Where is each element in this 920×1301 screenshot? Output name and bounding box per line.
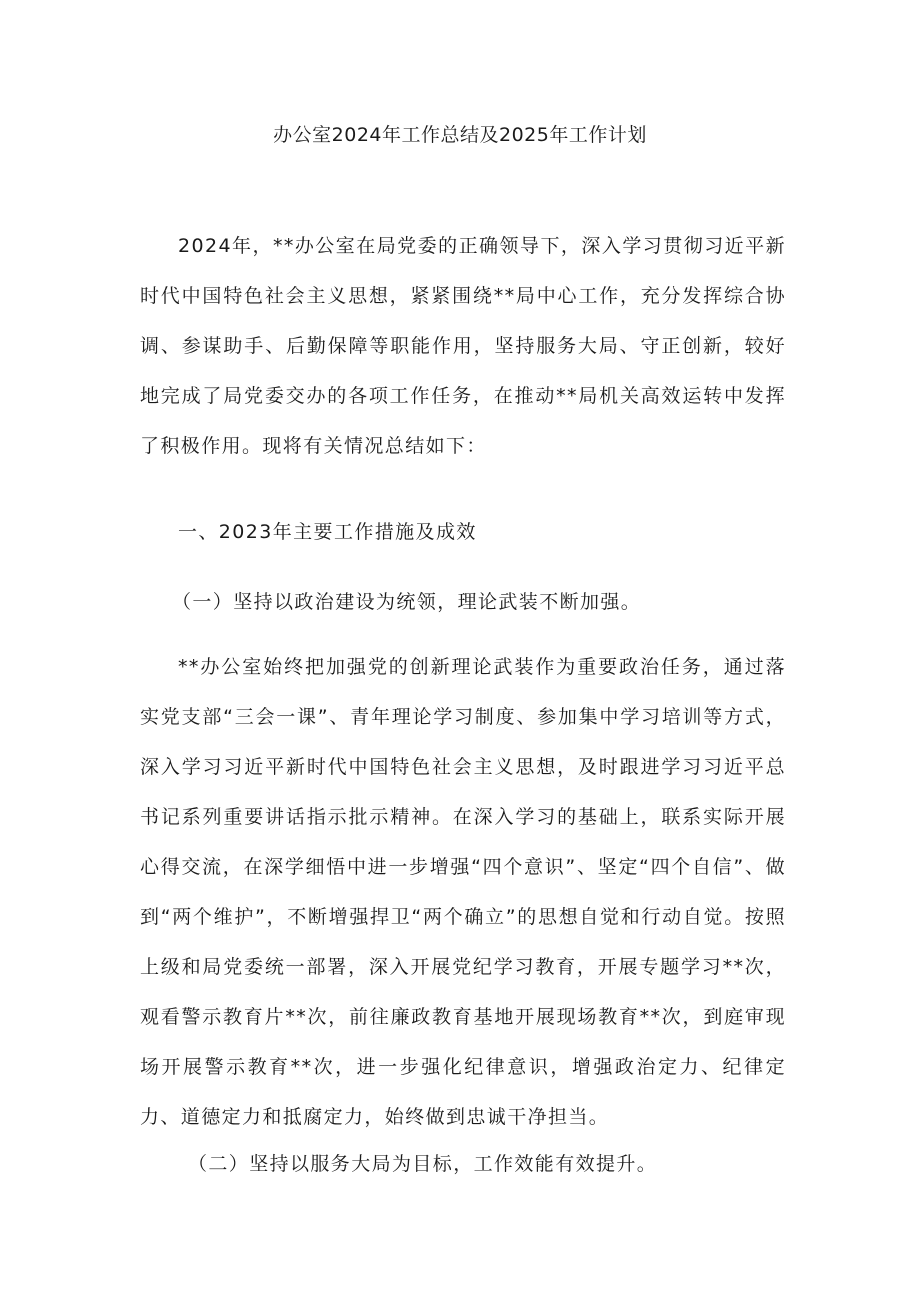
subsection-1-paragraph: **办公室始终把加强党的创新理论武装作为重要政治任务，通过落实党支部“三会一课”、青年理论学习制度、参加集中学习培训等方式，深入学习习近平新时代中国特色社会主义思想，及时跟进学习习近平总书记系列重要讲话指示批示精神。在深入学习的基础上，联系实际开展心得交流，在深学细悟中进一步增强“四个意识”、坚定“四个自信”、做到“两个维护”，不断增强捍卫“两个确立”的思想自觉和行动自觉。按照上级和局党委统一部署，深入开展党纪学习教育，开展专题学习**次，观看警示教育片**次，前往廉政教育基地开展现场教育**次，到庭审现场开展警示教育**次，进一步强化纪律意识，增强政治定力、纪律定力、道德定力和抵腐定力，始终做到忠诚干净担当。 — [140, 656, 786, 1128]
intro-paragraph: 2024年，**办公室在局党委的正确领导下，深入学习贯彻习近平新时代中国特色社会主义思想，紧紧围绕**局中心工作，充分发挥综合协调、参谋助手、后勤保障等职能作用，坚持服务大局、守正创新，较好地完成了局党委交办的各项工作任务，在推动**局机关高效运转中发挥了积极作用。现将有关情况总结如下： — [140, 235, 786, 457]
section-heading-1: 一、2023年主要工作措施及成效 — [178, 521, 477, 543]
subsection-heading-2: （二）坚持以服务大局为目标，工作效能有效提升。 — [188, 1153, 658, 1175]
document-title: 办公室2024年工作总结及2025年工作计划 — [273, 124, 647, 146]
subsection-heading-1: （一）坚持以政治建设为统领，理论武装不断加强。 — [172, 591, 642, 613]
